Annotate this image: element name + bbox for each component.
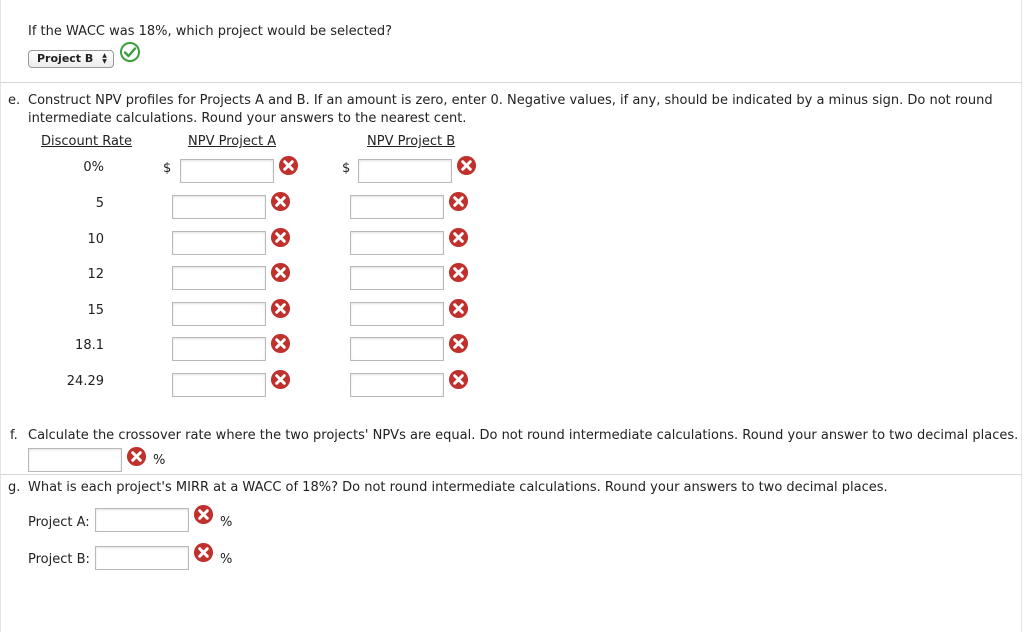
mirr-project-a-unit: % — [220, 515, 233, 530]
section-divider — [0, 82, 1022, 83]
correct-check-icon — [119, 41, 141, 63]
incorrect-x-icon — [270, 262, 291, 283]
incorrect-x-icon — [270, 227, 291, 248]
npv-project-b-input[interactable] — [350, 266, 444, 290]
mirr-project-a-input[interactable] — [95, 508, 189, 532]
question-f-letter: f. — [10, 428, 18, 443]
npv-project-b-input[interactable] — [350, 302, 444, 326]
discount-rate-cell: 12 — [87, 267, 104, 282]
question-e-text-line2: intermediate calculations. Round your answers to the nearest cent. — [28, 111, 467, 126]
mirr-project-b-input[interactable] — [95, 546, 189, 570]
incorrect-x-icon — [278, 155, 299, 176]
incorrect-x-icon — [270, 369, 291, 390]
npv-project-a-input[interactable] — [172, 302, 266, 326]
npv-project-b-input[interactable] — [350, 337, 444, 361]
discount-rate-cell: 15 — [87, 303, 104, 318]
npv-project-b-input[interactable] — [358, 159, 452, 183]
incorrect-x-icon — [193, 504, 214, 525]
incorrect-x-icon — [448, 262, 469, 283]
question-f-text: Calculate the crossover rate where the two projects' NPVs are equal. Do not round intermediate calculations. Round your answer to two decimal places. — [28, 428, 1019, 443]
question-e-letter: e. — [8, 93, 21, 108]
npv-project-b-input[interactable] — [350, 373, 444, 397]
incorrect-x-icon — [448, 298, 469, 319]
question-e-text-line1: Construct NPV profiles for Projects A and B. If an amount is zero, enter 0. Negative values, if any, should be indicated by a minus sign. Do not round — [28, 93, 993, 108]
crossover-unit: % — [153, 453, 166, 468]
mirr-project-b-label: Project B: — [28, 552, 90, 567]
npv-project-a-input[interactable] — [180, 159, 274, 183]
select-arrows-icon: ▲▼ — [101, 52, 108, 64]
discount-rate-cell: 10 — [87, 232, 104, 247]
incorrect-x-icon — [193, 542, 214, 563]
npv-project-a-input[interactable] — [172, 337, 266, 361]
header-discount-rate: Discount Rate — [41, 134, 133, 149]
project-select[interactable] — [28, 50, 114, 68]
discount-rate-cell: 5 — [95, 196, 104, 211]
currency-symbol-b: $ — [342, 161, 351, 176]
mirr-project-a-label: Project A: — [28, 515, 90, 530]
question-d-text: If the WACC was 18%, which project would be selected? — [28, 24, 392, 39]
incorrect-x-icon — [448, 227, 469, 248]
incorrect-x-icon — [270, 191, 291, 212]
header-npv-project-b: NPV Project B — [367, 134, 456, 149]
question-g-letter: g. — [8, 480, 21, 495]
incorrect-x-icon — [448, 333, 469, 354]
npv-project-a-input[interactable] — [172, 195, 266, 219]
incorrect-x-icon — [270, 333, 291, 354]
npv-project-b-input[interactable] — [350, 231, 444, 255]
npv-project-a-input[interactable] — [172, 231, 266, 255]
currency-symbol-a: $ — [163, 161, 172, 176]
discount-rate-cell: 0% — [83, 160, 104, 175]
incorrect-x-icon — [448, 369, 469, 390]
incorrect-x-icon — [270, 298, 291, 319]
section-divider — [0, 474, 1022, 475]
discount-rate-cell: 18.1 — [75, 338, 104, 353]
question-g-text: What is each project's MIRR at a WACC of 18%? Do not round intermediate calculations. Round your answers to two decimal places. — [28, 480, 888, 495]
npv-project-b-input[interactable] — [350, 195, 444, 219]
incorrect-x-icon — [456, 155, 477, 176]
incorrect-x-icon — [126, 446, 147, 467]
discount-rate-cell: 24.29 — [66, 374, 104, 389]
mirr-project-b-unit: % — [220, 552, 233, 567]
header-npv-project-a: NPV Project A — [188, 134, 277, 149]
npv-project-a-input[interactable] — [172, 266, 266, 290]
incorrect-x-icon — [448, 191, 469, 212]
crossover-rate-input[interactable] — [28, 448, 122, 472]
npv-project-a-input[interactable] — [172, 373, 266, 397]
project-select-value: Project B — [37, 52, 94, 65]
